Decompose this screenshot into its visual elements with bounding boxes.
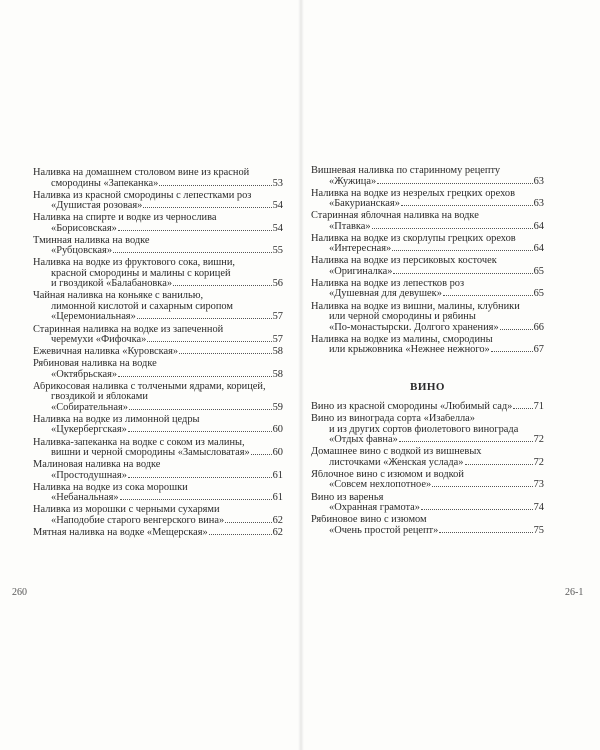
dot-leader	[147, 341, 271, 342]
toc-entry-text: «Собирательная»	[51, 401, 128, 413]
toc-entry-text: Вино из красной смородины «Любимый сад»	[311, 401, 513, 413]
toc-entry-last-line	[33, 312, 283, 323]
toc-entry-line: Наливка на водке из фруктового сока, вишни,	[33, 258, 236, 269]
toc-entry-last-line	[33, 224, 283, 235]
dot-leader	[137, 318, 272, 319]
toc-entry-last-line	[33, 516, 283, 527]
toc-page-number: 61	[272, 469, 283, 481]
toc-entry	[33, 291, 283, 323]
toc-entry-line: или черной смородины и рябины	[329, 312, 476, 323]
toc-entry-text: или крыжовника «Нежнее нежного»	[329, 344, 490, 356]
dot-leader	[120, 499, 272, 500]
toc-entry-line: Наливка из красной смородины с лепестками роз	[33, 190, 252, 201]
toc-entry-line: Рябиновое вино с изюмом	[311, 515, 427, 526]
page-number-left: 260	[12, 587, 27, 598]
toc-entry-line: Малиновая наливка на водке	[33, 460, 161, 471]
toc-entry-line: лимонной кислотой и сахарным сиропом	[51, 301, 233, 312]
toc-entry-line: Вино из винограда сорта «Изабелла»	[311, 414, 475, 425]
dot-leader	[251, 454, 272, 455]
dot-leader	[439, 532, 532, 533]
toc-entry-line: гвоздикой и яблоками	[51, 392, 148, 403]
toc-entry	[311, 414, 544, 446]
toc-entry-last-line	[311, 267, 544, 278]
toc-entry-text: Ежевичная наливка «Куровская»	[33, 346, 179, 358]
toc-entry-text: вишни и черной смородины «Замысловатая»	[51, 447, 250, 459]
toc-entry-text: смородины «Запеканка»	[51, 177, 159, 189]
toc-entry-last-line	[33, 279, 283, 290]
dot-leader	[128, 477, 272, 478]
toc-entry-text: «Небанальная»	[51, 492, 119, 504]
toc-entry	[33, 258, 283, 290]
toc-entry	[311, 470, 544, 491]
toc-page-number: 62	[272, 526, 283, 538]
toc-entry-last-line	[33, 448, 283, 459]
toc-entry-text: листочками «Женская услада»	[329, 456, 464, 468]
toc-entry-last-line	[33, 471, 283, 482]
toc-page-number: 72	[533, 434, 544, 446]
toc-entry-text: «Борисовская»	[51, 222, 117, 234]
toc-entry-last-line	[33, 425, 283, 436]
page-number-right: 26-1	[565, 587, 584, 598]
toc-entry	[33, 483, 283, 504]
toc-page-number: 53	[272, 177, 283, 189]
book-gutter	[298, 0, 304, 750]
toc-entry-line: Наливка на водке из незрелых грецких орехов	[311, 188, 515, 199]
toc-entry	[33, 505, 283, 526]
toc-entry-text: «Очень простой рецепт»	[329, 524, 439, 536]
toc-page-number: 67	[533, 344, 544, 356]
toc-entry-line: Наливка на водке из вишни, малины, клубники	[311, 301, 520, 312]
dot-leader	[443, 295, 533, 296]
toc-page-number: 57	[272, 334, 283, 346]
toc-entry-line: Наливка на водке из лепестков роз	[311, 278, 465, 289]
toc-entry-text: «Церемониальная»	[51, 311, 136, 323]
toc-entry-line: Наливка на водке из персиковых косточек	[311, 256, 497, 267]
toc-entry-text: и гвоздикой «Балабановка»	[51, 278, 173, 290]
toc-page-number: 64	[533, 243, 544, 255]
toc-entry	[311, 402, 544, 413]
toc-entry-text: «Охранная грамота»	[329, 502, 420, 514]
section-title-wine: ВИНО	[409, 380, 445, 393]
toc-entry-last-line	[311, 458, 544, 469]
toc-entry-last-line	[33, 403, 283, 414]
dot-leader	[377, 183, 532, 184]
toc-entry	[33, 460, 283, 481]
dot-leader	[129, 409, 272, 410]
toc-entry-line: Наливка на домашнем столовом вине из красной	[33, 168, 250, 178]
toc-entry-last-line	[33, 528, 283, 539]
toc-entry	[311, 447, 544, 468]
toc-page-number: 61	[272, 492, 283, 504]
toc-entry	[311, 211, 544, 232]
toc-entry-last-line	[311, 480, 544, 491]
dot-leader	[513, 408, 532, 409]
dot-leader	[401, 205, 533, 206]
toc-entry-last-line	[33, 201, 283, 212]
toc-entry	[33, 191, 283, 212]
toc-page-number: 59	[272, 401, 283, 413]
toc-page-number: 60	[272, 424, 283, 436]
toc-page-number: 54	[272, 200, 283, 212]
toc-entry-line: Тминная наливка на водке	[33, 235, 150, 246]
dot-leader	[159, 185, 271, 186]
toc-entry-last-line	[33, 179, 283, 190]
toc-entry-last-line	[311, 402, 544, 413]
dot-leader	[128, 431, 272, 432]
toc-page-number: 63	[533, 175, 544, 187]
toc-entry-last-line	[311, 323, 544, 334]
toc-page-number: 55	[272, 245, 283, 257]
toc-entry	[33, 528, 283, 539]
toc-entry-text: «Совсем нехлопотное»	[329, 479, 432, 491]
toc-entry-line: Яблочное вино с изюмом и водкой	[311, 469, 464, 480]
toc-entry-text: Мятная наливка на водке «Мещерская»	[33, 526, 208, 538]
toc-entry-last-line	[33, 493, 283, 504]
toc-entry-last-line	[33, 370, 283, 381]
toc-right-column	[311, 166, 544, 538]
toc-page-number: 71	[533, 401, 544, 413]
toc-entry-last-line	[311, 199, 544, 210]
toc-entry-line: Наливка на водке из скорлупы грецких орехов	[311, 233, 516, 244]
toc-entry	[33, 347, 283, 358]
dot-leader	[113, 252, 272, 253]
toc-entry	[311, 515, 544, 536]
toc-entry-last-line	[311, 244, 544, 255]
toc-entry	[33, 325, 283, 346]
dot-leader	[179, 353, 271, 354]
toc-entry-line: Наливка из морошки с черными сухарями	[33, 505, 220, 516]
toc-entry	[33, 382, 283, 414]
toc-entry	[311, 279, 544, 300]
toc-entry-line: Наливка-запеканка на водке с соком из малины,	[33, 437, 245, 448]
toc-entry	[311, 493, 544, 514]
toc-entry-last-line	[311, 435, 544, 446]
toc-entry	[311, 256, 544, 277]
toc-entry-line: Наливка на водке из сока морошки	[33, 482, 188, 493]
toc-page-number: 62	[272, 514, 283, 526]
toc-page-number: 64	[533, 220, 544, 232]
dot-leader	[399, 441, 533, 442]
dot-leader	[173, 285, 272, 286]
toc-entry-last-line	[311, 345, 544, 356]
dot-leader	[393, 273, 532, 274]
toc-entry-text: «Отдых фавна»	[329, 434, 398, 446]
dot-leader	[225, 522, 271, 523]
toc-entry-text: «Птавка»	[329, 220, 371, 232]
toc-entry-line: Домашнее вино с водкой из вишневых	[311, 447, 482, 458]
toc-entry-line: Вишневая наливка по старинному рецепту	[311, 166, 501, 176]
dot-leader	[372, 228, 533, 229]
dot-leader	[143, 207, 271, 208]
toc-entry-line: Старинная яблочная наливка на водке	[311, 211, 479, 222]
dot-leader	[465, 464, 533, 465]
toc-wine-entries	[311, 402, 544, 536]
toc-page-number: 65	[533, 265, 544, 277]
toc-entry-last-line	[311, 503, 544, 514]
toc-entry	[33, 359, 283, 380]
toc-entry-text: «По-монастырски. Долгого хранения»	[329, 321, 499, 333]
toc-entry-last-line	[33, 335, 283, 346]
dot-leader	[392, 250, 532, 251]
toc-entry-last-line	[311, 526, 544, 537]
dot-leader	[118, 230, 272, 231]
toc-entry-line: Наливка на водке из малины, смородины	[311, 334, 493, 345]
toc-entry-line: Вино из варенья	[311, 492, 384, 503]
toc-entry-line: красной смородины и малины с корицей	[51, 268, 231, 279]
toc-left-column	[33, 168, 283, 540]
toc-entry-line: Старинная наливка на водке из запеченной	[33, 324, 224, 335]
toc-entry	[311, 335, 544, 356]
toc-entry-text: «Оригиналка»	[329, 265, 393, 277]
toc-entry-line: и из других сортов фиолетового винограда	[329, 424, 519, 435]
toc-page-number: 63	[533, 198, 544, 210]
toc-entry	[311, 166, 544, 187]
toc-page-number: 66	[533, 321, 544, 333]
toc-entry-line: Рябиновая наливка на водке	[33, 359, 157, 370]
toc-entry	[33, 415, 283, 436]
toc-page-number: 54	[272, 222, 283, 234]
toc-entry	[33, 213, 283, 234]
toc-entry	[311, 189, 544, 210]
toc-entry-text: «Душевная для девушек»	[329, 288, 442, 300]
toc-entry-line: Наливка на водке из лимонной цедры	[33, 414, 200, 425]
toc-entry	[33, 438, 283, 459]
toc-entry	[33, 236, 283, 257]
toc-entry-last-line	[311, 289, 544, 300]
toc-entry	[33, 168, 283, 189]
toc-entry-text: «Душистая розовая»	[51, 200, 143, 212]
toc-entry-last-line	[311, 177, 544, 188]
dot-leader	[421, 509, 533, 510]
toc-right-entries	[311, 166, 544, 356]
toc-page-number: 72	[533, 456, 544, 468]
toc-entry	[311, 302, 544, 334]
toc-entry-line: Чайная наливка на коньяке с ванилью,	[33, 291, 204, 302]
toc-entry-text: «Цукербергская»	[51, 424, 127, 436]
toc-page-number: 58	[272, 368, 283, 380]
toc-page-number: 65	[533, 288, 544, 300]
dot-leader	[118, 376, 272, 377]
toc-entry-last-line	[33, 347, 283, 358]
dot-leader	[491, 351, 533, 352]
toc-entry-text: «Интересная»	[329, 243, 392, 255]
toc-entry-last-line	[311, 222, 544, 233]
toc-page-number: 60	[272, 447, 283, 459]
toc-page-number: 56	[272, 278, 283, 290]
toc-page-number: 74	[533, 502, 544, 514]
dot-leader	[209, 534, 272, 535]
toc-entry-text: черемухи «Фифочка»	[51, 334, 147, 346]
toc-entry-text: «Рубцовская»	[51, 245, 113, 257]
toc-entry-last-line	[33, 246, 283, 257]
toc-page-number: 75	[533, 524, 544, 536]
toc-entry-line: Абрикосовая наливка с толчеными ядрами, корицей,	[33, 381, 266, 392]
toc-entry	[311, 234, 544, 255]
toc-entry-text: «Наподобие старого венгерского вина»	[51, 514, 225, 526]
toc-entry-text: «Простодушная»	[51, 469, 127, 481]
dot-leader	[500, 329, 533, 330]
dot-leader	[432, 486, 532, 487]
toc-page-number: 58	[272, 346, 283, 358]
toc-entry-line: Наливка на спирте и водке из чернослива	[33, 213, 217, 224]
toc-entry-text: «Октябрьская»	[51, 368, 118, 380]
toc-entry-text: «Жужица»	[329, 175, 377, 187]
toc-page-number: 57	[272, 311, 283, 323]
toc-page-number: 73	[533, 479, 544, 491]
toc-entry-text: «Бакурианская»	[329, 198, 400, 210]
